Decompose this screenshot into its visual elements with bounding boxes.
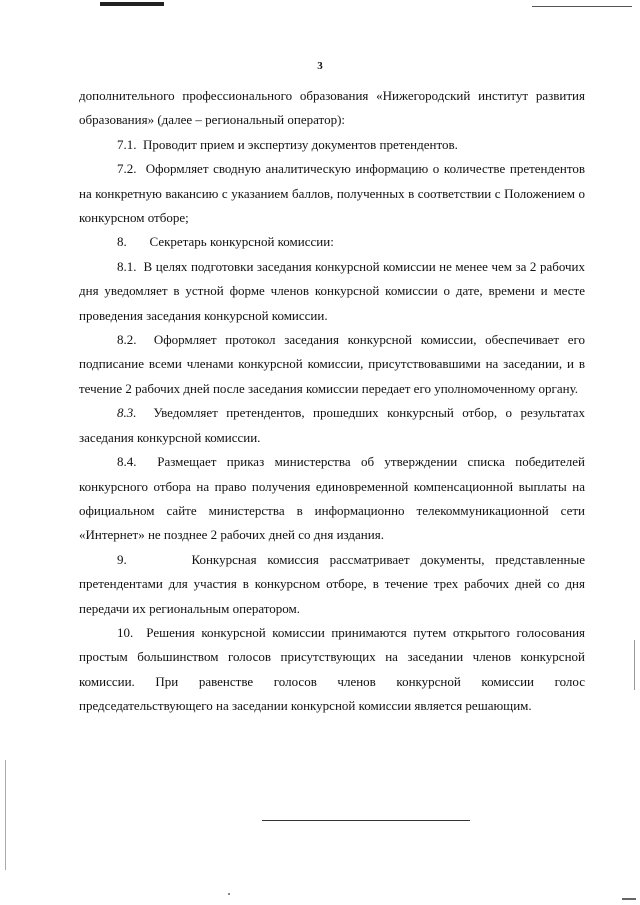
scan-artifact-top-right xyxy=(532,6,632,7)
paragraph-number: 8.4. xyxy=(117,454,137,470)
scan-artifact-left-edge xyxy=(5,760,6,870)
paragraph-9 xyxy=(79,548,585,621)
paragraph-number: 7.2. xyxy=(117,161,137,177)
paragraph-text: Оформляет сводную аналитическую информацию о количестве претендентов на конкретную вакансию с указанием баллов, полученных в соответствии с Положением о конкурсном отборе; xyxy=(79,161,585,226)
document-body xyxy=(79,84,585,719)
paragraph-number: 8.2. xyxy=(117,332,137,348)
paragraph-text: Секретарь конкурсной комиссии: xyxy=(149,234,334,250)
scan-artifact-bottom-right xyxy=(622,898,636,900)
paragraph-continuation xyxy=(79,84,585,133)
paragraph-text: Решения конкурсной комиссии принимаются путем открытого голосования простым большинством голосов присутствующих на заседании членов конкурсной комиссии. При равенстве голосов членов конкурсной комиссии голос председательствующего на заседании конкурсной комиссии является решающим. xyxy=(79,624,586,714)
paragraph-text: Оформляет протокол заседания конкурсной комиссии, обеспечивает его подписание всеми членами конкурсной комиссии, присутствовавшими на заседании, и в течение 2 рабочих дней после заседания комиссии передает его уполномоченному органу. xyxy=(79,332,585,396)
end-of-text-rule xyxy=(262,820,470,821)
page-number: 3 xyxy=(317,60,323,72)
paragraph-text: Конкурсная комиссия рассматривает документы, представленные претендентами для участия в конкурсном отборе, в течение трех рабочих дней со дня передачи их региональным оператором. xyxy=(79,551,585,616)
paragraph-7-1 xyxy=(79,133,585,157)
scan-artifact-top-left xyxy=(100,2,164,6)
paragraph-text: Уведомляет претендентов, прошедших конкурсный отбор, о результатах заседания конкурсной комиссии. xyxy=(79,405,585,445)
paragraph-8-4 xyxy=(79,450,585,548)
paragraph-8 xyxy=(79,230,585,254)
paragraph-8-2 xyxy=(79,328,585,401)
paragraph-text: В целях подготовки заседания конкурсной комиссии не менее чем за 2 рабочих дня уведомляет в устной форме членов конкурсной комиссии о дате, времени и месте проведения заседания конкурсной комиссии. xyxy=(79,258,585,323)
paragraph-10 xyxy=(79,621,585,719)
paragraph-number: 9. xyxy=(117,551,127,567)
paragraph-8-1 xyxy=(79,255,585,328)
paragraph-text: дополнительного профессионального образования «Нижегородский институт развития образования» (далее – региональный оператор): xyxy=(79,88,585,128)
paragraph-8-3 xyxy=(79,401,585,450)
paragraph-7-2 xyxy=(79,157,585,230)
paragraph-number: 10. xyxy=(117,624,134,640)
paragraph-number: 8. xyxy=(117,234,127,250)
paragraph-number: 8.3. xyxy=(117,405,137,421)
scan-artifact-right-edge xyxy=(634,640,635,690)
scan-artifact-dot xyxy=(228,893,230,895)
paragraph-text: Размещает приказ министерства об утверждении списка победителей конкурсного отбора на право получения единовременной компенсационной выплаты на официальном сайте министерства в информационно телекоммуникационной сети «Интернет» не позднее 2 рабочих дней со дня издания. xyxy=(79,454,585,543)
paragraph-text: Проводит прием и экспертизу документов претендентов. xyxy=(143,136,458,152)
paragraph-number: 7.1. xyxy=(117,136,137,152)
paragraph-number: 8.1. xyxy=(117,258,137,274)
